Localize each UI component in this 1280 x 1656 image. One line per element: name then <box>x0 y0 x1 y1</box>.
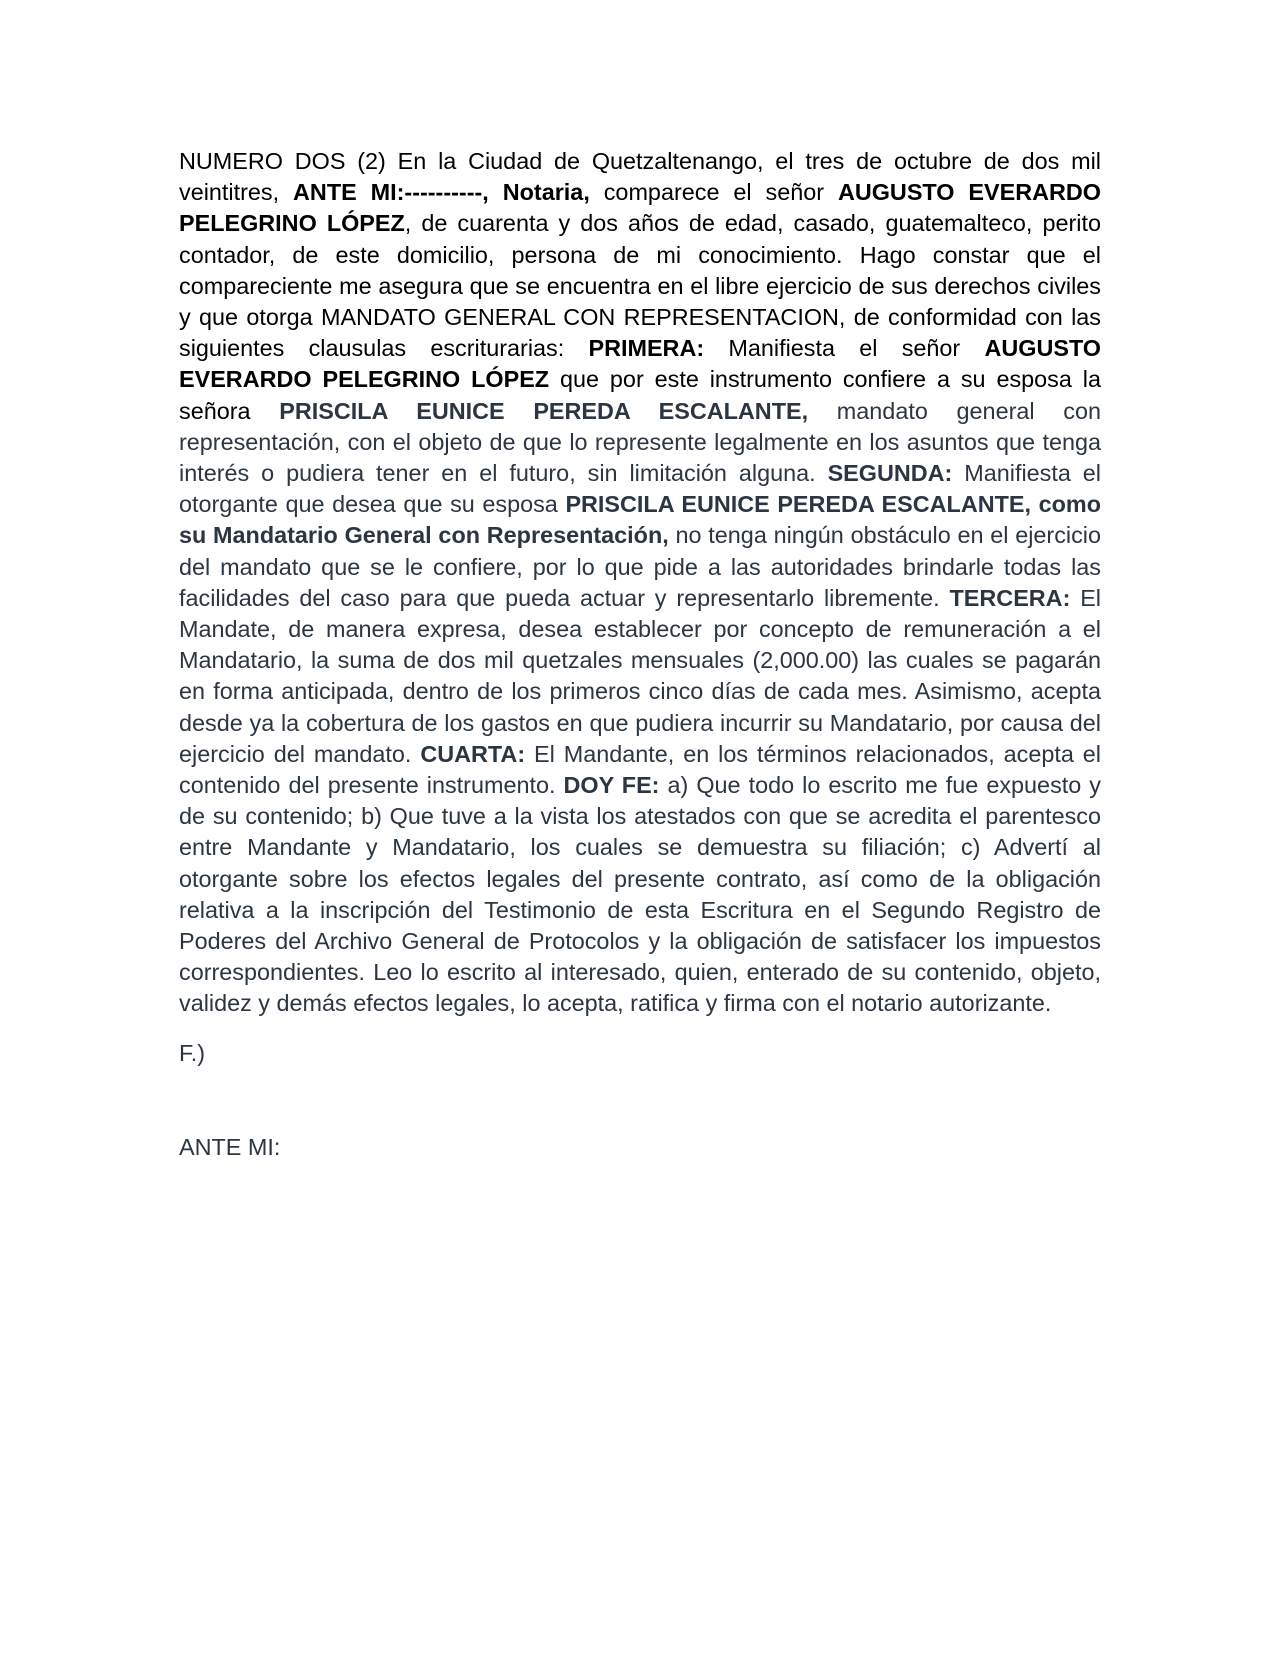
signature-ante-mi: ANTE MI: <box>179 1133 281 1160</box>
clause-first-text-2: que por este instrumento confiere a su esposa la señora <box>179 366 1101 424</box>
doy-fe-label: DOY FE: <box>563 772 660 799</box>
notary-heading: ANTE MI:----------, Notaria, <box>293 179 590 206</box>
agent-name-2: PRISCILA EUNICE PEREDA ESCALANTE, como su Mandatario General con Representación, <box>179 491 1102 549</box>
grantor-details: , de cuarenta y dos años de edad, casado, guatemalteco, perito contador, de este domicilio, persona de mi conocimiento. Hago constar que el compareciente me asegura que se encuentra en el libre ejercicio de sus derechos civiles y que otorga MANDATO GENERAL CON REPRESENTACION, de conformidad con las siguientes clausulas escriturarias: <box>179 210 1101 362</box>
clause-second-label: SEGUNDA: <box>827 460 953 487</box>
agent-name: PRISCILA EUNICE PEREDA ESCALANTE, <box>279 397 809 424</box>
clause-first-label: PRIMERA: <box>588 335 705 362</box>
clause-fourth-text: El Mandante, en los términos relacionados, acepta el contenido del presente instrumento. <box>179 740 1101 799</box>
clause-third-label: TERCERA: <box>949 584 1071 611</box>
grantor-name-2: AUGUSTO EVERARDO PELEGRINO LÓPEZ <box>179 335 1101 393</box>
grantor-name: AUGUSTO EVERARDO PELEGRINO LÓPEZ <box>179 179 1101 237</box>
appear-text: comparece el señor <box>589 179 838 206</box>
clause-first-text: Manifiesta el señor <box>704 335 985 362</box>
deed-body <box>179 146 1101 1020</box>
clause-fourth-label: CUARTA: <box>420 740 526 767</box>
intro-text: NUMERO DOS (2) En la Ciudad de Quetzaltenango, el tres de octubre de dos mil veintitres, <box>179 148 1101 206</box>
clause-second-text-2: no tenga ningún obstáculo en el ejercicio del mandato que se le confiere, por lo que pide a las autoridades brindarle todas las facilidades del caso para que pueda actuar y representarlo libremente. <box>179 522 1101 611</box>
clause-second-text: Manifiesta el otorgante que desea que su esposa <box>179 460 1102 518</box>
doy-fe-text: a) Que todo lo escrito me fue expuesto y de su contenido; b) Que tuve a la vista los atestados con que se acredita el parentesco entre Mandante y Mandatario, los cuales se demuestra su filiación; c) Advertí al otorgante sobre los efectos legales del presente contrato, así como de la obligación relativa a la inscripción del Testimonio de esta Escritura en el Segundo Registro de Poderes del Archivo General de Protocolos y la obligación de satisfacer los impuestos correspondientes. Leo lo escrito al interesado, quien, enterado de su contenido, objeto, validez y demás efectos legales, lo acepta, ratifica y firma con el notario autorizante. <box>179 772 1101 1017</box>
document-page <box>179 146 1101 1163</box>
signature-f: F.) <box>179 1039 205 1066</box>
clause-third-text: El Mandate, de manera expresa, desea establecer por concepto de remuneración a el Mandatario, la suma de dos mil quetzales mensuales (2,000.00) las cuales se pagarán en forma anticipada, dentro de los primeros cinco días de cada mes. Asimismo, acepta desde ya la cobertura de los gastos en que pudiera incurrir su Mandatario, por causa del ejercicio del mandato. <box>179 584 1101 767</box>
clause-first-text-3: mandato general con representación, con el objeto de que lo represente legalmente en los asuntos que tenga interés o pudiera tener en el futuro, sin limitación alguna. <box>179 397 1101 487</box>
